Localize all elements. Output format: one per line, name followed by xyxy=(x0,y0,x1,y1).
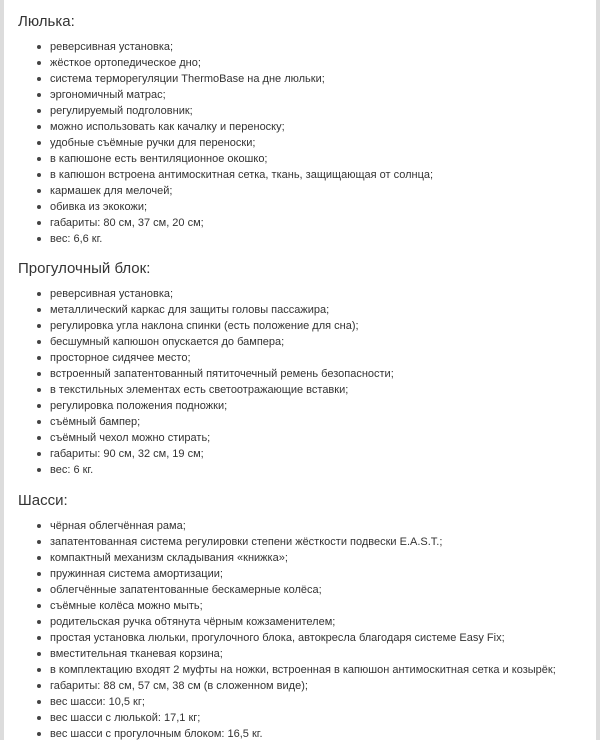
feature-list xyxy=(18,286,582,478)
list-item: кармашек для мелочей; xyxy=(18,183,582,199)
list-item: пружинная система амортизации; xyxy=(18,566,582,582)
list-item: габариты: 90 см, 32 см, 19 см; xyxy=(18,446,582,462)
list-item: реверсивная установка; xyxy=(18,39,582,55)
list-item: облегчённые запатентованные бескамерные колёса; xyxy=(18,582,582,598)
list-item: габариты: 88 см, 57 см, 38 см (в сложенном виде); xyxy=(18,678,582,694)
list-item: обивка из экокожи; xyxy=(18,199,582,215)
list-item: можно использовать как качалку и переноску; xyxy=(18,119,582,135)
list-item: бесшумный капюшон опускается до бампера; xyxy=(18,334,582,350)
list-item: съёмные колёса можно мыть; xyxy=(18,598,582,614)
section-title: Прогулочный блок: xyxy=(18,260,151,277)
list-item: вместительная тканевая корзина; xyxy=(18,646,582,662)
list-item: в комплектацию входят 2 муфты на ножки, встроенная в капюшон антимоскитная сетка и козырёк; xyxy=(18,662,582,678)
feature-list xyxy=(18,39,582,247)
list-item: съёмный чехол можно стирать; xyxy=(18,430,582,446)
list-item: система терморегуляции ThermoBase на дне люльки; xyxy=(18,71,582,87)
list-item: компактный механизм складывания «книжка»; xyxy=(18,550,582,566)
list-item: в текстильных элементах есть светоотражающие вставки; xyxy=(18,382,582,398)
list-item: в капюшоне есть вентиляционное окошко; xyxy=(18,151,582,167)
list-item: жёсткое ортопедическое дно; xyxy=(18,55,582,71)
section-cradle xyxy=(18,13,582,247)
list-item: регулировка угла наклона спинки (есть положение для сна); xyxy=(18,318,582,334)
section-stroller-seat xyxy=(18,260,582,478)
list-item: простая установка люльки, прогулочного блока, автокресла благодаря системе Easy Fix; xyxy=(18,630,582,646)
feature-list xyxy=(18,518,582,742)
section-title: Люлька: xyxy=(18,13,75,30)
list-item: вес шасси: 10,5 кг; xyxy=(18,694,582,710)
list-item: запатентованная система регулировки степени жёсткости подвески E.A.S.T.; xyxy=(18,534,582,550)
list-item: эргономичный матрас; xyxy=(18,87,582,103)
list-item: встроенный запатентованный пятиточечный ремень безопасности; xyxy=(18,366,582,382)
list-item: регулировка положения подножки; xyxy=(18,398,582,414)
list-item: габариты: 80 см, 37 см, 20 см; xyxy=(18,215,582,231)
list-item: реверсивная установка; xyxy=(18,286,582,302)
section-chassis xyxy=(18,492,582,742)
list-item: в капюшон встроена антимоскитная сетка, ткань, защищающая от солнца; xyxy=(18,167,582,183)
list-item: родительская ручка обтянута чёрным кожзаменителем; xyxy=(18,614,582,630)
list-item: регулируемый подголовник; xyxy=(18,103,582,119)
list-item: съёмный бампер; xyxy=(18,414,582,430)
section-title: Шасси: xyxy=(18,492,68,509)
list-item: удобные съёмные ручки для переноски; xyxy=(18,135,582,151)
list-item: металлический каркас для защиты головы пассажира; xyxy=(18,302,582,318)
list-item: чёрная облегчённая рама; xyxy=(18,518,582,534)
list-item: вес: 6 кг. xyxy=(18,462,582,478)
list-item: вес шасси с прогулочным блоком: 16,5 кг. xyxy=(18,726,582,742)
list-item: просторное сидячее место; xyxy=(18,350,582,366)
list-item: вес: 6,6 кг. xyxy=(18,231,582,247)
list-item: вес шасси с люлькой: 17,1 кг; xyxy=(18,710,582,726)
